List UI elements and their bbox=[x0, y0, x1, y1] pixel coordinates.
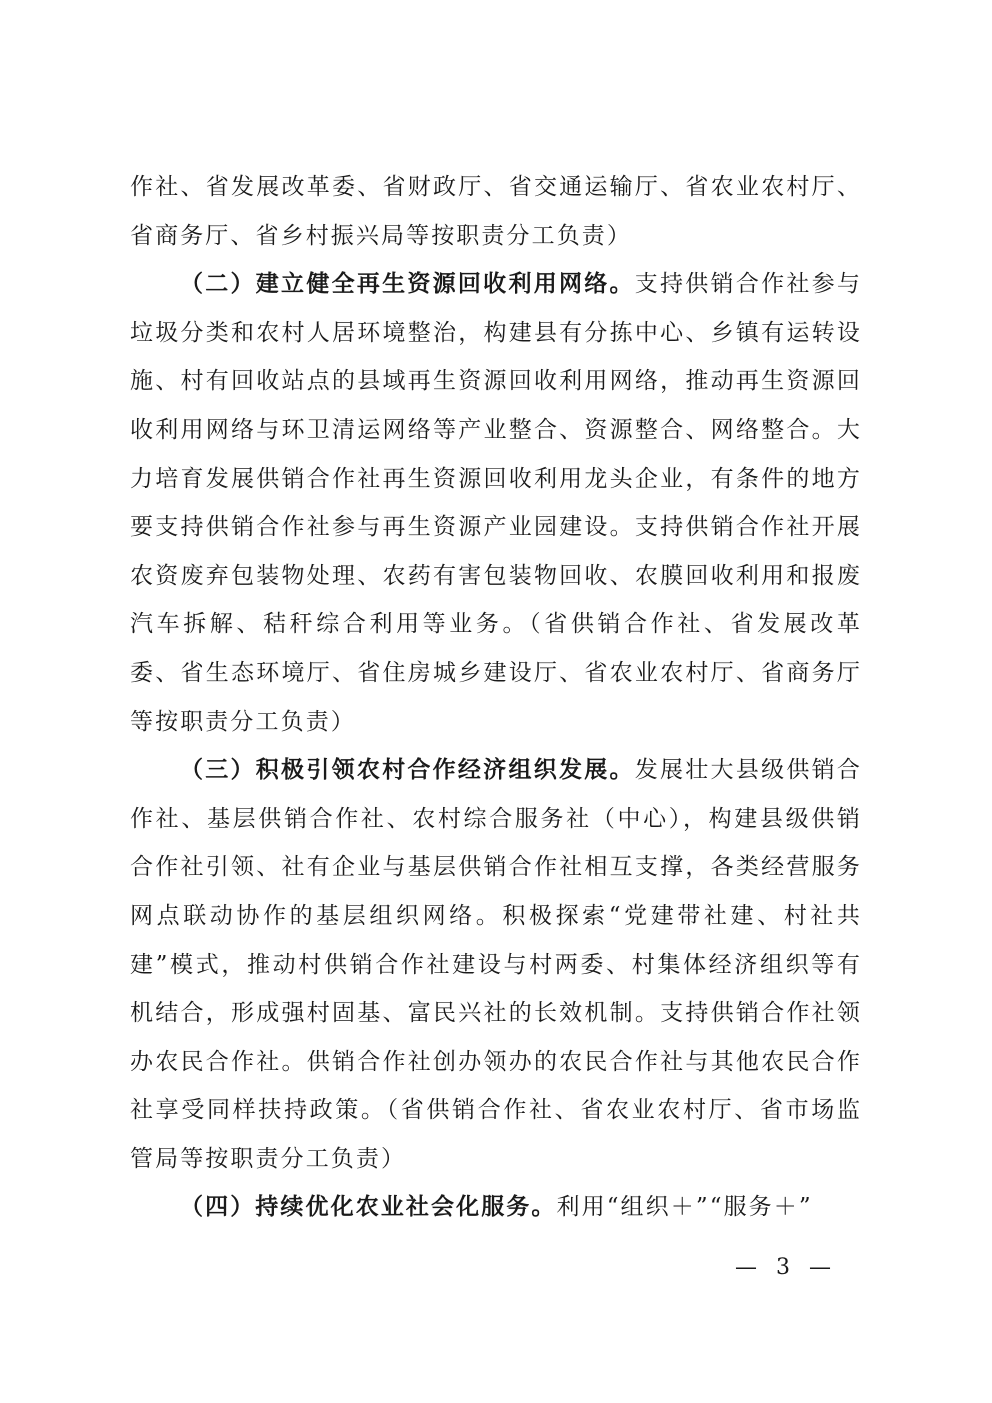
page-number: — 3 — bbox=[735, 1255, 837, 1280]
paragraph-section-4 bbox=[130, 1183, 862, 1232]
paragraph-text: 支持供销合作社参与垃圾分类和农村人居环境整治，构建县有分拣中心、乡镇有运转设施、村有回收站点的县域再生资源回收利用网络，推动再生资源回收利用网络与环卫清运网络等产业整合、资源整合、网络整合。大力培育发展供销合作社再生资源回收利用龙头企业，有条件的地方要支持供销合作社参与再生资源产业园建设。支持供销合作社开展农资废弃包装物处理、农药有害包装物回收、农膜回收利用和报废汽车拆解、秸秆综合利用等业务。（省供销合作社、省发展改革委、省生态环境厅、省住房城乡建设厅、省农业农村厅、省商务厅等按职责分工负责） bbox=[130, 271, 862, 735]
section-heading: （三）积极引领农村合作经济组织发展。 bbox=[180, 757, 635, 784]
paragraph-section-3 bbox=[130, 746, 862, 1183]
body-text bbox=[130, 163, 862, 1232]
paragraph-continuation bbox=[130, 163, 862, 260]
paragraph-text: 作社、省发展改革委、省财政厅、省交通运输厅、省农业农村厅、省商务厅、省乡村振兴局等按职责分工负责） bbox=[130, 174, 862, 249]
paragraph-text: 利用“组织＋”“服务＋” bbox=[556, 1194, 813, 1221]
paragraph-section-2 bbox=[130, 260, 862, 746]
paragraph-text: 发展壮大县级供销合作社、基层供销合作社、农村综合服务社（中心），构建县级供销合作社引领、社有企业与基层供销合作社相互支撑，各类经营服务网点联动协作的基层组织网络。积极探索“党建带社建、村社共建”模式，推动村供销合作社建设与村两委、村集体经济组织等有机结合，形成强村固基、富民兴社的长效机制。支持供销合作社领办农民合作社。供销合作社创办领办的农民合作社与其他农民合作社享受同样扶持政策。（省供销合作社、省农业农村厅、省市场监管局等按职责分工负责） bbox=[130, 757, 862, 1172]
section-heading: （二）建立健全再生资源回收利用网络。 bbox=[180, 271, 635, 298]
section-heading: （四）持续优化农业社会化服务。 bbox=[180, 1194, 557, 1221]
